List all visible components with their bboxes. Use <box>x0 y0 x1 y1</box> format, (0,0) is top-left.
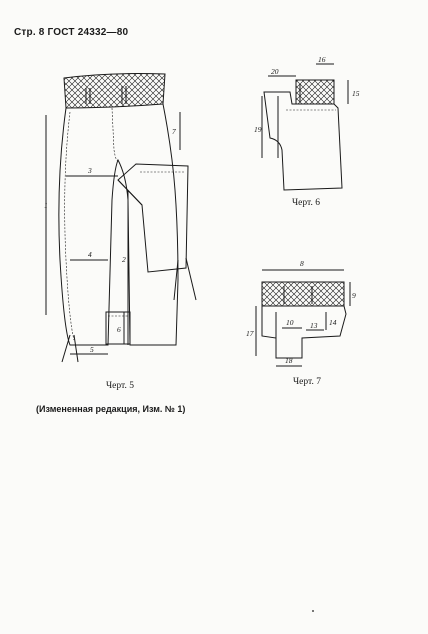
fig5-dim-1: 1 <box>44 201 48 210</box>
figure-5-trousers-drawing <box>46 74 196 363</box>
fig7-dim-14: 14 <box>329 318 337 327</box>
fig5-dim-4: 4 <box>88 250 92 259</box>
amendment-note: (Измененная редакция, Изм. № 1) <box>36 404 186 414</box>
fig7-dim-9: 9 <box>352 291 356 300</box>
fig7-dim-13: 13 <box>310 321 318 330</box>
fig7-dim-18: 18 <box>285 356 293 365</box>
fig7-dim-8: 8 <box>300 259 304 268</box>
fig5-dim-2: 2 <box>122 255 126 264</box>
fig6-dim-15: 15 <box>352 89 360 98</box>
fig5-dim-5: 5 <box>90 345 94 354</box>
page-header: Стр. 8 ГОСТ 24332—80 <box>14 27 129 38</box>
fig6-dim-19: 19 <box>254 125 262 134</box>
scan-dot <box>312 610 314 612</box>
figure-7-caption: Черт. 7 <box>293 377 321 387</box>
fig6-dim-20: 20 <box>271 67 279 76</box>
fig6-dim-16: 16 <box>318 55 326 64</box>
fig7-dim-17: 17 <box>246 329 254 338</box>
fig5-dim-3: 3 <box>88 166 92 175</box>
fig7-dim-10: 10 <box>286 318 294 327</box>
figure-6-drawing <box>262 64 348 190</box>
figure-5-caption: Черт. 5 <box>106 381 134 391</box>
fig5-dim-6: 6 <box>117 325 121 334</box>
figure-6-caption: Черт. 6 <box>292 198 320 208</box>
fig5-dim-7: 7 <box>172 127 176 136</box>
